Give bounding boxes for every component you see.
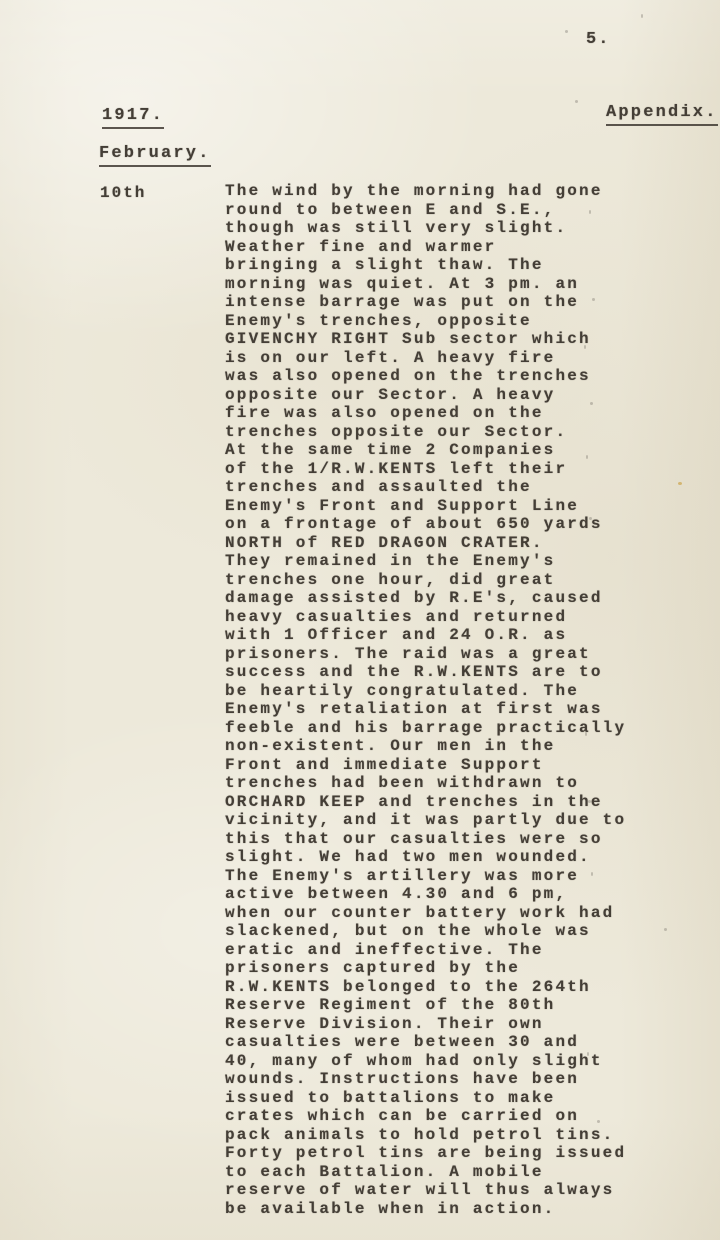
year-heading: 1917.	[102, 106, 164, 129]
month-heading: February.	[99, 144, 211, 167]
diary-line: slight. We had two men wounded.	[225, 848, 591, 866]
diary-line: They remained in the Enemy's	[225, 552, 556, 570]
diary-line: to each Battalion. A mobile	[225, 1162, 544, 1181]
diary-line: trenches one hour, did great	[225, 570, 556, 589]
diary-line: At the same time 2 Companies	[225, 441, 556, 459]
diary-line: bringing a slight thaw. The	[225, 256, 544, 274]
diary-line: was also opened on the trenches	[225, 367, 591, 385]
diary-line: heavy casualties and returned	[225, 607, 568, 626]
diary-line: with 1 Officer and 24 O.R. as	[225, 626, 568, 644]
diary-line: Reserve Regiment of the 80th	[225, 996, 556, 1014]
entry-day-label: 10th	[100, 184, 147, 202]
diary-line: active between 4.30 and 6 pm,	[225, 885, 568, 903]
diary-line: casualties were between 30 and	[225, 1033, 580, 1051]
diary-line: intense barrage was put on the	[225, 293, 580, 311]
diary-line: fire was also opened on the	[225, 404, 544, 422]
diary-line: Enemy's retaliation at first was	[225, 700, 603, 718]
diary-line: trenches had been withdrawn to	[225, 774, 580, 792]
diary-line: success and the R.W.KENTS are to	[225, 663, 603, 681]
diary-line: is on our left. A heavy fire	[225, 348, 556, 367]
diary-line: issued to battalions to make	[225, 1088, 556, 1107]
diary-line: when our counter battery work had	[225, 903, 615, 922]
diary-line: pack animals to hold petrol tins.	[225, 1125, 615, 1144]
appendix-heading: Appendix.	[606, 103, 718, 126]
diary-line: feeble and his barrage practically	[225, 718, 627, 737]
diary-line: Weather fine and warmer	[225, 237, 497, 256]
diary-line: opposite our Sector. A heavy	[225, 385, 556, 404]
diary-line: damage assisted by R.E's, caused	[225, 589, 603, 607]
diary-line: ORCHARD KEEP and trenches in the	[225, 792, 603, 811]
diary-line: this that our casualties were so	[225, 829, 603, 848]
diary-line: though was still very slight.	[225, 219, 568, 237]
diary-line: Enemy's Front and Support Line	[225, 496, 580, 515]
diary-line: Enemy's trenches, opposite	[225, 311, 532, 330]
diary-line: Reserve Division. Their own	[225, 1014, 544, 1033]
diary-line: reserve of water will thus always	[225, 1181, 615, 1199]
diary-line: NORTH of RED DRAGON CRATER.	[225, 533, 544, 552]
diary-line: round to between E and S.E.,	[225, 200, 556, 219]
page-number: 5.	[586, 30, 611, 49]
diary-line: vicinity, and it was partly due to	[225, 811, 627, 829]
diary-line: be available when in action.	[225, 1199, 556, 1218]
diary-line: R.W.KENTS belonged to the 264th	[225, 977, 591, 996]
entry-body-text	[225, 182, 685, 1218]
diary-line: slackened, but on the whole was	[225, 922, 591, 940]
diary-line: on a frontage of about 650 yards	[225, 515, 603, 533]
diary-line: prisoners captured by the	[225, 959, 521, 977]
diary-line: Forty petrol tins are being issued	[225, 1144, 627, 1162]
diary-line: crates which can be carried on	[225, 1107, 580, 1125]
diary-line: morning was quiet. At 3 pm. an	[225, 274, 580, 293]
diary-line: trenches and assaulted the	[225, 478, 532, 496]
diary-line: 40, many of whom had only slight	[225, 1051, 603, 1070]
diary-line: prisoners. The raid was a great	[225, 644, 591, 663]
diary-line: The Enemy's artillery was more	[225, 866, 580, 885]
diary-line: be heartily congratulated. The	[225, 681, 580, 700]
diary-line: Front and immediate Support	[225, 755, 544, 774]
diary-line: trenches opposite our Sector.	[225, 422, 568, 441]
diary-line: wounds. Instructions have been	[225, 1070, 580, 1088]
diary-line: eratic and ineffective. The	[225, 940, 544, 959]
diary-line: non-existent. Our men in the	[225, 737, 556, 755]
diary-line: GIVENCHY RIGHT Sub sector which	[225, 330, 591, 348]
diary-line: of the 1/R.W.KENTS left their	[225, 459, 568, 478]
diary-line: The wind by the morning had gone	[225, 182, 603, 200]
